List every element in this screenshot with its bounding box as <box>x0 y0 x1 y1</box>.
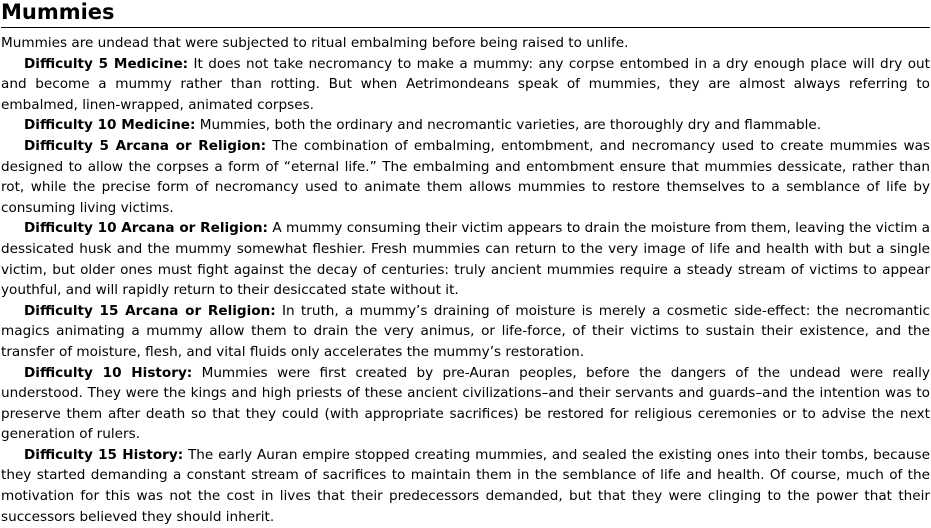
entry-text: The combination of embalming, entombment, and necromancy used to create mummies was designed to allow the corpses a form of “eternal life.” The embalming and entombment ensure that mummies dessicate, rather than rot, while the precise form of necromancy used to animate them allows mummies to restore themselves to a semblance of life by consuming living victims. <box>1 137 930 216</box>
entry-history-10 <box>1 363 930 445</box>
entry-label: Difficulty 10 History: <box>24 364 193 381</box>
entry-label: Difficulty 10 Medicine: <box>24 117 196 134</box>
intro-paragraph: Mummies are undead that were subjected to ritual embalming before being raised to unlife. <box>1 35 629 51</box>
entry-text: A mummy consuming their victim appears to drain the moisture from them, leaving the victim a dessicated husk and the mummy somewhat fleshier. Fresh mummies can return to the very image of life and health with but a single victim, but older ones must fight against the decay of centuries: truly ancient mummies require a steady stream of victims to appear youthful, and will rapidly return to their desiccated state without it. <box>1 220 930 299</box>
entry-text: It does not take necromancy to make a mummy: any corpse entombed in a dry enough place will dry out and become a mummy rather than rotting. But when Aetrimondeans speak of mummies, they are almost always referring to embalmed, linen-wrapped, animated corpses. <box>1 55 930 113</box>
entry-medicine-10 <box>1 115 930 136</box>
entry-medicine-5 <box>1 54 930 116</box>
entry-text: Mummies, both the ordinary and necromantic varieties, are thoroughly dry and flammable. <box>195 117 822 134</box>
entry-label: Difficulty 10 Arcana or Religion: <box>24 220 268 237</box>
entry-label: Difficulty 5 Medicine: <box>24 55 189 72</box>
entry-label: Difficulty 15 Arcana or Religion: <box>24 302 276 319</box>
entry-history-15 <box>1 445 930 527</box>
page-title: Mummies <box>1 0 115 24</box>
entry-label: Difficulty 5 Arcana or Religion: <box>24 137 267 154</box>
title-rule <box>1 27 930 28</box>
entry-arcana-religion-10 <box>1 218 930 300</box>
entry-arcana-religion-5 <box>1 136 930 218</box>
entry-label: Difficulty 15 History: <box>24 446 184 463</box>
entry-text: Mummies were first created by pre-Auran peoples, before the dangers of the undead were really understood. They were the kings and high priests of these ancient civilizations–and their servants and guards–and the intention was to preserve them after death so that they could (with appropriate sacrifices) be restored for religious ceremonies or to advise the next generation of rulers. <box>1 364 930 443</box>
entry-arcana-religion-15 <box>1 301 930 363</box>
entry-text: In truth, a mummy’s draining of moisture is merely a cosmetic side-effect: the necromantic magics animating a mummy allow them to drain the very animus, or life-force, of their victims to sustain their existence, and the transfer of moisture, flesh, and vital fluids only accelerates the mummy’s restoration. <box>1 302 930 360</box>
entry-text: The early Auran empire stopped creating mummies, and sealed the existing ones into their tombs, because they started demanding a constant stream of sacrifices to maintain them in the semblance of life and health. Of course, much of the motivation for this was not the cost in lives that their predecessors demanded, but that they were clinging to the power that their successors believed they should inherit. <box>1 446 930 525</box>
